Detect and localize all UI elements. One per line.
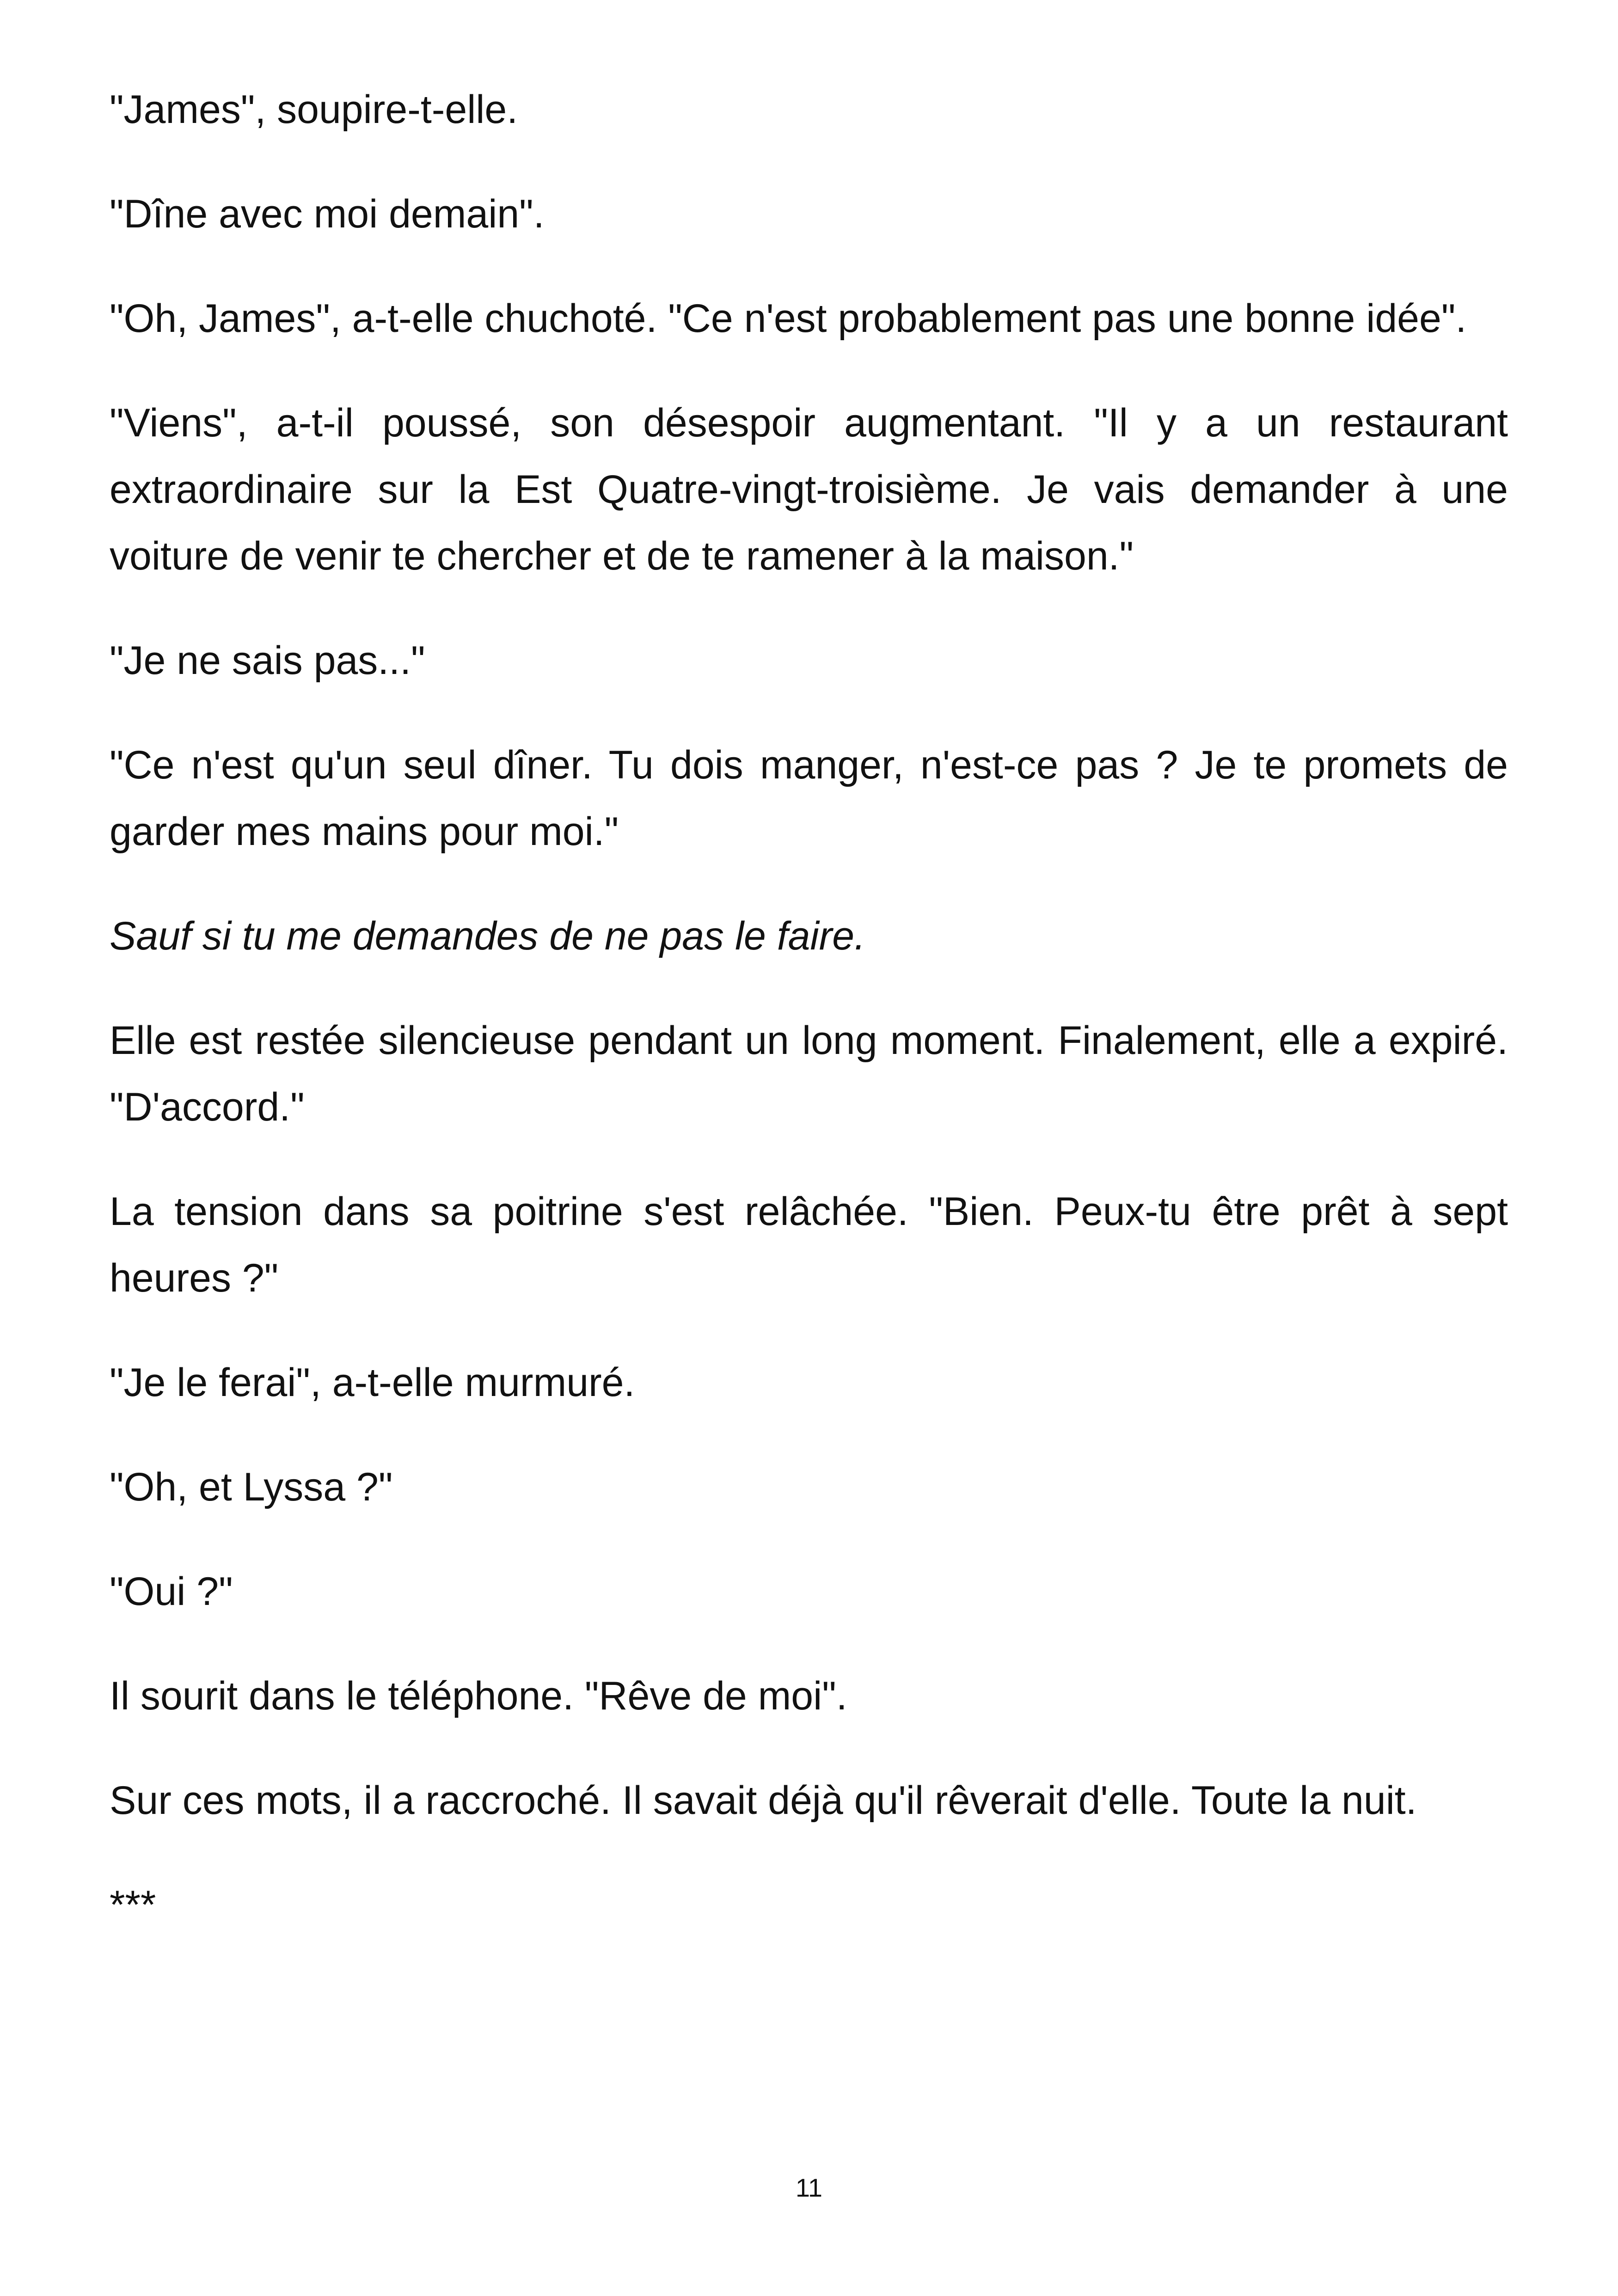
paragraph: "Je ne sais pas...": [110, 638, 425, 683]
italic-thought-paragraph: Sauf si tu me demandes de ne pas le faire.: [110, 914, 865, 958]
paragraph: "Dîne avec moi demain".: [110, 192, 545, 236]
body-text: [110, 76, 1508, 1976]
paragraph: "Oh, et Lyssa ?": [110, 1465, 393, 1509]
paragraph: "Oh, James", a-t-elle chuchoté. "Ce n'est probablement pas une bonne idée".: [110, 296, 1467, 341]
paragraph: "James", soupire-t-elle.: [110, 87, 518, 132]
section-break: ***: [110, 1883, 156, 1927]
paragraph: "Je le ferai", a-t-elle murmuré.: [110, 1360, 635, 1405]
paragraph: "Viens", a-t-il poussé, son désespoir augmentant. "Il y a un restaurant extraordinaire sur la Est Quatre-vingt-troisième. Je vais demander à une voiture de venir te chercher et de te ramener à la maison.": [110, 401, 1508, 578]
paragraph: Elle est restée silencieuse pendant un long moment. Finalement, elle a expiré. "D'accord.": [110, 1018, 1508, 1129]
page-number: 11: [795, 2173, 823, 2202]
paragraph: La tension dans sa poitrine s'est relâchée. "Bien. Peux-tu être prêt à sept heures ?": [110, 1189, 1508, 1300]
paragraph: "Ce n'est qu'un seul dîner. Tu dois manger, n'est-ce pas ? Je te promets de garder mes mains pour moi.": [110, 743, 1508, 854]
paragraph: Il sourit dans le téléphone. "Rêve de moi".: [110, 1674, 847, 1718]
paragraph: "Oui ?": [110, 1569, 233, 1614]
paragraph: Sur ces mots, il a raccroché. Il savait déjà qu'il rêverait d'elle. Toute la nuit.: [110, 1778, 1417, 1823]
